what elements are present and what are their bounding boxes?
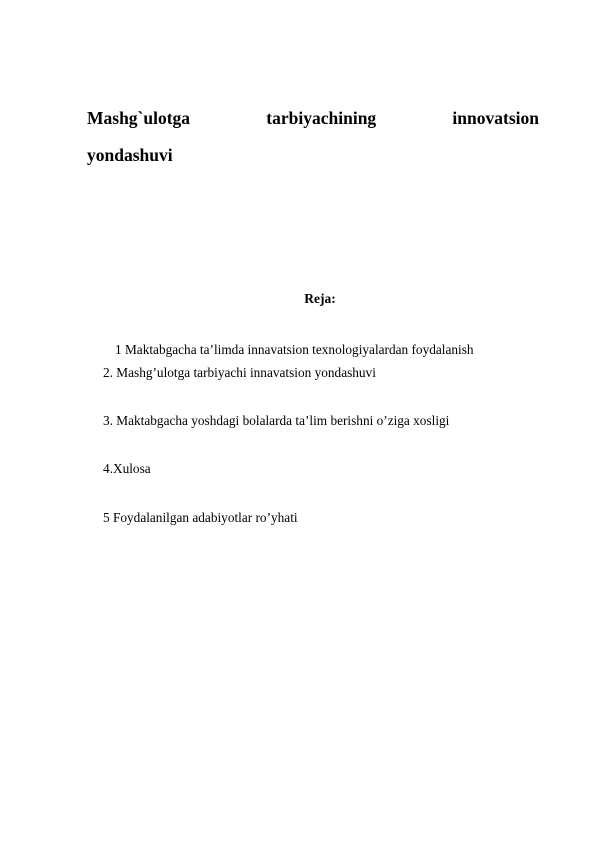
title-line-2: yondashuvi <box>87 145 173 165</box>
plan-heading: Reja: <box>304 291 336 306</box>
title-word: Mashg`ulotga <box>87 108 191 128</box>
plan-item: 4.Xulosa <box>103 461 151 476</box>
plan-item: 2. Mashg’ulotga tarbiyachi innavatsion yondashuvi <box>103 365 376 380</box>
title-word: innovatsion <box>452 108 539 128</box>
title-line-1 <box>87 100 539 137</box>
plan-item: 1 Maktabgacha ta’limda innavatsion texnologiyalardan foydalanish <box>115 342 474 357</box>
plan-item: 3. Maktabgacha yoshdagi bolalarda ta’lim berishni o’ziga xosligi <box>103 413 450 428</box>
title-word: tarbiyachining <box>266 108 377 128</box>
document-title <box>87 100 539 174</box>
plan-item: 5 Foydalanilgan adabiyotlar ro’yhati <box>103 510 298 525</box>
